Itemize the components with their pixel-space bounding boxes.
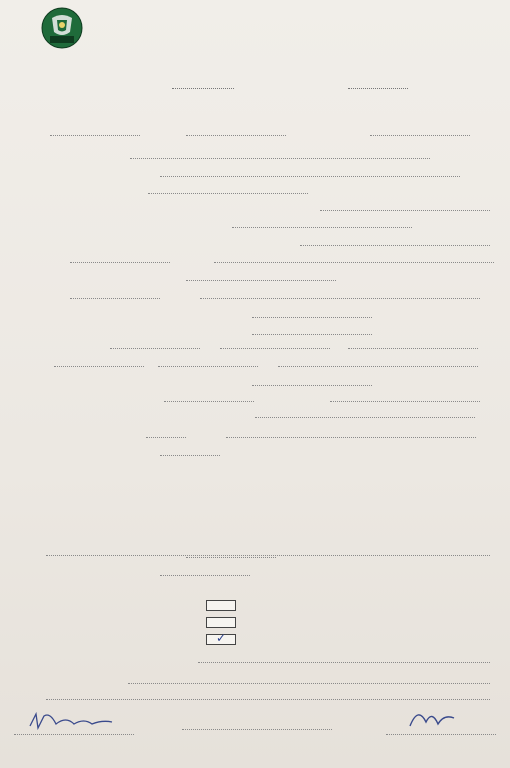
item-row	[0, 378, 510, 392]
item-row	[0, 255, 510, 269]
item-row	[0, 341, 510, 355]
item-row	[0, 586, 510, 600]
dots	[300, 238, 490, 246]
dots	[252, 310, 372, 318]
dots	[146, 430, 186, 438]
item-row	[0, 273, 510, 287]
item-row	[0, 291, 510, 305]
dots	[320, 203, 490, 211]
book-row	[0, 128, 510, 142]
reason-row-c	[0, 631, 510, 650]
dots	[70, 255, 170, 263]
dots	[158, 359, 258, 367]
dots	[226, 430, 476, 438]
reason-row-b	[0, 619, 510, 633]
item-row	[0, 550, 510, 564]
crest-icon	[40, 6, 84, 50]
item-row	[0, 465, 510, 479]
dots	[220, 341, 330, 349]
reason-other-row	[0, 655, 510, 669]
dots	[252, 378, 372, 386]
reason-b-checkbox[interactable]	[206, 617, 236, 628]
reason-c-checkbox[interactable]	[206, 631, 236, 645]
remarks-row	[0, 676, 510, 690]
item-row	[0, 238, 510, 252]
dots	[330, 394, 480, 402]
dots	[160, 448, 220, 456]
item-row	[0, 310, 510, 324]
dots	[130, 151, 430, 159]
dots	[348, 341, 478, 349]
item-row	[0, 394, 510, 408]
school-logo	[14, 6, 110, 76]
item-row	[0, 410, 510, 424]
dots	[186, 550, 276, 558]
dots	[160, 568, 250, 576]
dots	[252, 327, 372, 335]
dots	[70, 291, 160, 299]
item-row	[0, 327, 510, 341]
school-code-value	[348, 88, 408, 89]
school-code	[348, 82, 408, 91]
item-row	[0, 568, 510, 582]
dots	[214, 255, 494, 263]
item-row	[0, 532, 510, 546]
check-icon: ✓	[216, 631, 227, 645]
reason-a-checkbox[interactable]	[206, 600, 236, 611]
dots	[278, 359, 478, 367]
dots	[110, 341, 200, 349]
item-row	[0, 500, 510, 514]
dots	[232, 220, 412, 228]
dots	[186, 273, 336, 281]
dots	[255, 410, 475, 418]
dots	[54, 359, 144, 367]
dots	[148, 186, 308, 194]
dots	[160, 169, 460, 177]
item-row	[0, 448, 510, 462]
item-row	[0, 151, 510, 165]
item-row	[0, 220, 510, 234]
item-row	[0, 430, 510, 444]
item-row	[0, 203, 510, 217]
remarks-line-2	[46, 692, 490, 700]
reason-row-a	[0, 602, 510, 616]
item-row	[0, 186, 510, 200]
affiliation-code	[172, 82, 234, 91]
dots	[164, 394, 254, 402]
item-row	[0, 169, 510, 183]
dots	[200, 291, 480, 299]
affiliation-value	[172, 88, 234, 89]
